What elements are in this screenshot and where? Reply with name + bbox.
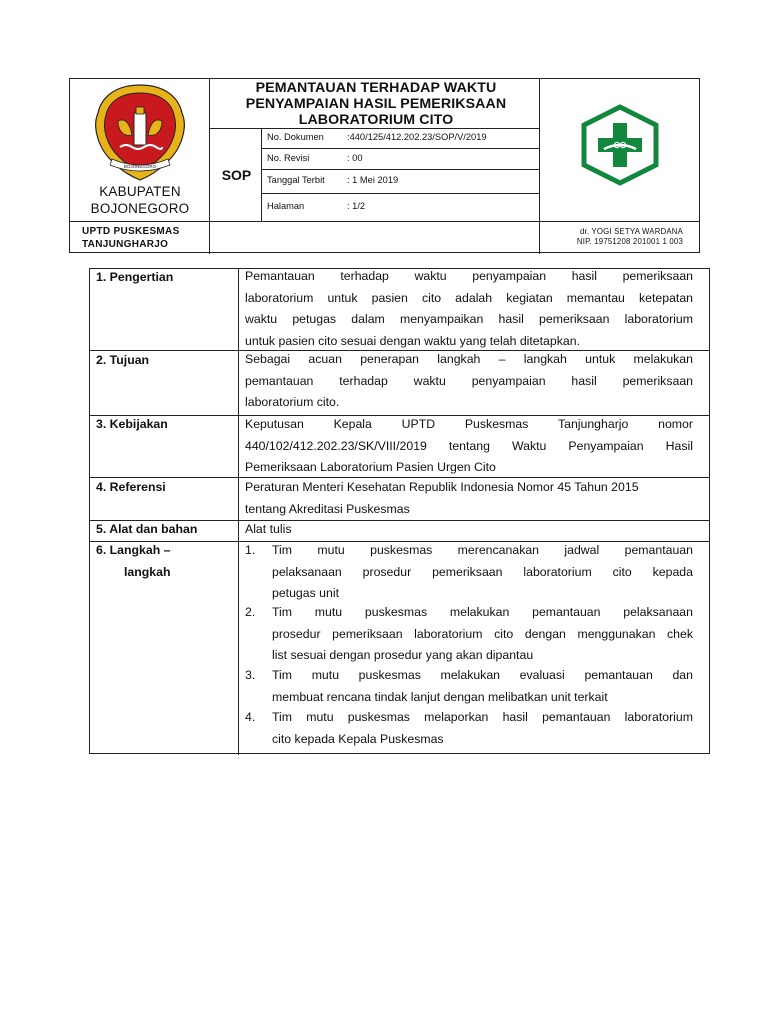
text-line: Pemantauan terhadap waktu penyampaian hasil pemeriksaan [245,269,693,283]
divider [70,221,700,222]
text-line: Peraturan Menteri Kesehatan Republik Indonesia Nomor 45 Tahun 2015 [245,480,639,494]
divider [261,193,540,194]
emblem-banner-text: BOJONEGORO [123,164,157,169]
meta-row-issue-date [267,175,398,185]
step-line: membuat rencana tindak lanjut dengan melibatkan unit terkait [272,689,608,704]
section-text-alat: Alat tulis [245,522,292,536]
meta-value: :440/125/412.202.23/SOP/V/2019 [347,132,487,142]
document-title [212,80,540,128]
meta-key: Halaman [267,201,305,211]
step-line: pelaksanaan prosedur pemeriksaan laboratorium cito kepada [272,564,693,579]
region-name [70,183,210,217]
unit-name-line2: TANJUNGHARJO [82,239,169,250]
region-name-line1: KABUPATEN [99,184,181,199]
meta-row-document-number [267,132,487,142]
monument-top [136,107,144,114]
bojonegoro-emblem [70,79,210,183]
text-line: tentang Akreditasi Puskesmas [245,501,410,516]
divider [209,128,540,129]
health-logo-cell [540,79,699,221]
title-line2: PENYAMPAIAN HASIL PEMERIKSAAN [245,96,507,112]
signer-nip: NIP. 19751208 201001 1 003 [576,237,683,246]
title-line3: LABORATORIUM CITO [298,112,454,128]
section-label-referensi: 4. Referensi [96,480,166,494]
text-line: Sebagai acuan penerapan langkah – langkah untuk melakukan [245,352,693,366]
section-label-pengertian: 1. Pengertian [96,270,174,284]
title-line1: PEMANTAUAN TERHADAP WAKTU [255,80,497,96]
step-2 [245,602,693,667]
sop-label: SOP [221,167,252,183]
meta-key: Tanggal Terbit [267,175,325,185]
meta-row-page [267,201,365,211]
document-header [69,78,700,253]
meta-value: : 00 [347,153,363,163]
puskesmas-logo [540,79,699,221]
unit-name-line1: UPTD PUSKESMAS [82,226,180,237]
step-line: Tim mutu puskesmas melaporkan hasil pemantauan laboratorium [272,710,693,724]
step-number: 1. [245,543,256,557]
text-line: laboratorium cito. [245,395,340,409]
section-text-referensi [245,477,693,520]
divider [261,128,262,221]
section-label-alat: 5. Alat dan bahan [96,522,198,536]
signer-name: dr. YOGI SETYA WARDANA [579,227,683,236]
meta-key: No. Dokumen [267,132,324,142]
meta-value: : 1 Mei 2019 [347,175,399,185]
step-line: Tim mutu puskesmas merencanakan jadwal pemantauan [272,543,693,557]
divider [261,148,540,149]
step-number: 4. [245,710,256,724]
meta-value: : 1/2 [347,201,366,211]
section-label-langkah: 6. Langkah – [96,543,171,557]
unit-name [82,225,180,251]
step-3 [245,665,693,708]
step-4 [245,707,693,750]
column-divider [238,269,239,755]
step-line: Tim mutu puskesmas melakukan pemantauan pelaksanaan [272,605,693,619]
step-line: petugas unit [272,586,340,600]
text-line: Keputusan Kepala UPTD Puskesmas Tanjungharjo nomor [245,417,693,431]
section-label-langkah-cont: langkah [124,565,171,579]
step-1 [245,540,693,605]
section-label-kebijakan: 3. Kebijakan [96,417,168,431]
text-line: untuk pasien cito sesuai dengan waktu yang telah ditetapkan. [245,333,580,348]
step-number: 3. [245,668,256,682]
monument [134,113,146,145]
step-number: 2. [245,605,256,619]
signer [577,227,683,247]
region-name-line2: BOJONEGORO [90,201,190,216]
text-line: waktu petugas dalam menyampaikan hasil pemeriksaan laboratorium [245,312,693,326]
content-table [89,268,710,754]
text-line: Pemeriksaan Laboratorium Pasien Urgen Cito [245,460,496,474]
section-text-kebijakan [245,414,693,479]
text-line: pemantauan terhadap waktu penyampaian hasil pemeriksaan [245,373,693,388]
meta-key: No. Revisi [267,153,310,163]
section-label-tujuan: 2. Tujuan [96,353,150,367]
section-text-pengertian [245,266,693,352]
section-text-tujuan [245,349,693,414]
divider [261,169,540,170]
step-line: cito kepada Kepala Puskesmas [272,731,444,746]
divider [209,221,210,254]
step-line: Tim mutu puskesmas melakukan evaluasi pemantauan dan [272,668,693,682]
step-line: list sesuai dengan prosedur yang akan dipantau [272,648,534,662]
text-line: 440/102/412.202.23/SK/VIII/2019 tentang Waktu Penyampaian Hasil [245,438,693,453]
step-line: prosedur pemeriksaan laboratorium cito dengan menggunakan chek [272,626,693,641]
text-line: laboratorium untuk pasien cito adalah kegiatan memantau ketepatan [245,290,693,305]
meta-row-revision [267,153,363,163]
